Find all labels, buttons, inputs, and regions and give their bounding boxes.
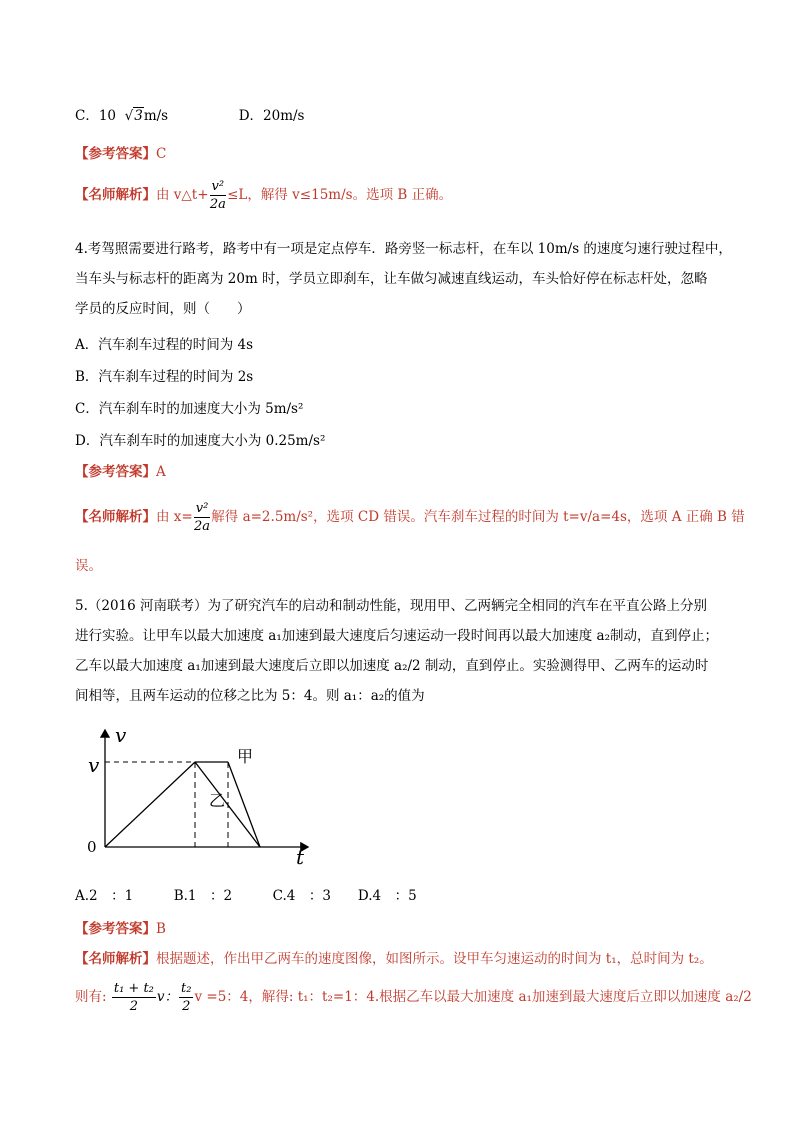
- jia-label: 甲: [237, 747, 254, 766]
- y-axis-label: v: [115, 723, 127, 747]
- q5-stem-line3: 乙车以最大加速度 a₁加速到最大速度后立即以加速度 a₂/2 制动，直到停止。实验测得甲、乙两车的运动时: [75, 658, 709, 674]
- q4-analysis-cont: 误。: [75, 558, 102, 574]
- q4-option-a: A．汽车刹车过程的时间为 4s: [75, 337, 254, 353]
- q3-analysis: 【名师解析】由 v△t+ $\frac{\text{v²}}{2a}$ ≤L，解得 v≤15m/s。选项 B 正确。: [75, 179, 453, 212]
- x-axis-label: t: [296, 845, 305, 867]
- q3-answer: 【参考答案】C: [75, 146, 167, 162]
- q5-stem-line4: 间相等，且两车运动的位移之比为 5：4。则 a₁：a₂的值为: [75, 688, 425, 704]
- jia-deceleration-segment: [228, 762, 260, 847]
- fraction-t2: $\frac{\text{t₂}}{2}$: [181, 981, 192, 1014]
- velocity-time-graph: [80, 722, 320, 867]
- fraction: $\frac{\text{v²}}{2a}$: [193, 501, 211, 534]
- q5-stem-line1: 5.（2016 河南联考）为了研究汽车的启动和制动性能，现用甲、乙两辆完全相同的汽车在平直公路上分别: [75, 598, 708, 614]
- q5-options: A.2 ：1 B.1 ：2 C.4 ：3 D.4 ：5: [75, 888, 417, 904]
- yi-label: 乙: [209, 791, 226, 810]
- origin-label: 0: [87, 838, 97, 856]
- q3-options-line: [75, 107, 304, 125]
- q4-option-d: D．汽车刹车时的加速度大小为 0.25m/s²: [75, 433, 326, 449]
- q4-stem-line3: 学员的反应时间，则（ ）: [75, 301, 251, 317]
- acceleration-segment: [105, 762, 195, 847]
- q4-analysis: 【名师解析】由 x= $\frac{\text{v²}}{2a}$ 解得 a=2.5m/s²，选项 CD 错误。汽车刹车过程的时间为 t=v/a=4s，选项 A 正确 B 错: [75, 501, 745, 534]
- q5-stem-line2: 进行实验。让甲车以最大加速度 a₁加速到最大速度后匀速运动一段时间再以最大加速度 a₂制动，直到停止；: [75, 628, 719, 644]
- q5-answer: 【参考答案】B: [75, 921, 166, 937]
- fraction-t1-plus-t2: $\frac{\text{t₁ + t₂}}{2}$: [113, 981, 154, 1014]
- q4-answer: 【参考答案】A: [75, 464, 166, 480]
- q3-option-c: C．10 √3m/s: [75, 108, 169, 124]
- q3-option-d: D．20m/s: [238, 108, 305, 124]
- q4-option-b: B．汽车刹车过程的时间为 2s: [75, 369, 254, 385]
- q5-analysis-line1: 【名师解析】根据题述，作出甲乙两车的速度图像，如图所示。设甲车匀速运动的时间为 t₁，总时间为 t₂。: [75, 951, 713, 967]
- v-max-label: v: [88, 753, 100, 777]
- q4-stem-line1: 4.考驾照需要进行路考，路考中有一项是定点停车．路旁竖一标志杆，在车以 10m/s 的速度匀速行驶过程中，: [75, 241, 732, 257]
- q5-analysis-line2: 则有: $\frac{\text{t₁ + t₂}}{2}$ v： $\frac{\text{t₂}}{2}$ v =5：4，解得: t₁：t₂=1：4.根据乙车以最大加速度 a₁加速到最大速度后立即以加速度 a₂/2: [75, 981, 752, 1014]
- q4-stem-line2: 当车头与标志杆的距离为 20m 时，学员立即刹车，让车做匀减速直线运动，车头恰好停在标志杆处，忽略: [75, 271, 708, 287]
- sqrt-expression: √3: [124, 108, 143, 124]
- fraction: $\frac{\text{v²}}{2a}$: [209, 179, 226, 212]
- q4-option-c: C．汽车刹车时的加速度大小为 5m/s²: [75, 401, 304, 417]
